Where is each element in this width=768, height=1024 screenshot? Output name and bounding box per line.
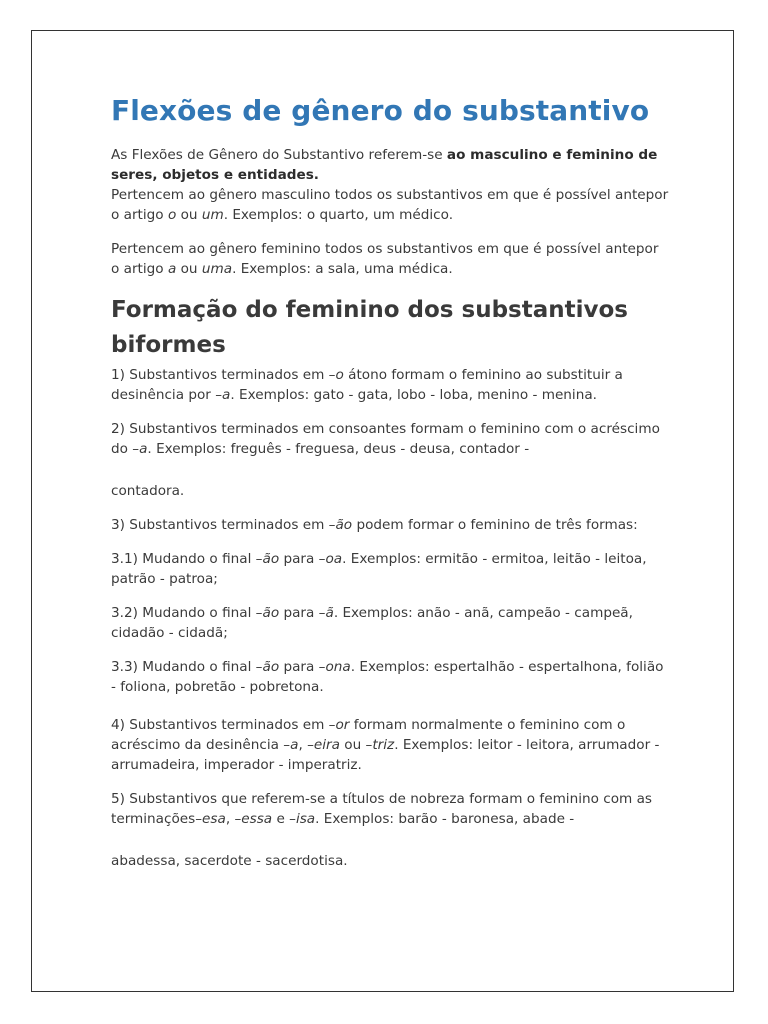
rule-2-continuation: contadora. xyxy=(111,483,185,499)
text: , – xyxy=(298,737,314,753)
text: para – xyxy=(279,551,326,567)
rule-3 xyxy=(111,515,671,535)
text: 4) Substantivos terminados em – xyxy=(111,717,336,733)
rule-3-3 xyxy=(111,657,671,697)
text: . Exemplos: freguês - freguesa, deus - deusa, contador - xyxy=(147,441,530,457)
intro-paragraph-masculine xyxy=(111,185,671,225)
italic-text: triz xyxy=(372,737,395,753)
italic-text: ona xyxy=(325,659,351,675)
italic-text: o xyxy=(167,207,177,223)
text: 5) Substantivos que referem-se a títulos de nobreza formam o feminino com as terminações– xyxy=(111,791,652,827)
italic-text: ão xyxy=(262,551,280,567)
italic-text: ão xyxy=(262,605,280,621)
italic-text: ão xyxy=(335,517,353,533)
italic-text: o xyxy=(335,367,344,383)
document-content xyxy=(111,87,671,885)
text: para – xyxy=(279,605,326,621)
intro-paragraph-feminine xyxy=(111,239,671,279)
rule-3-2 xyxy=(111,603,671,643)
text: ou xyxy=(176,261,202,277)
text: 3) Substantivos terminados em – xyxy=(111,517,336,533)
italic-text: or xyxy=(335,717,350,733)
bold-text: ao masculino e feminino de seres, objetos e entidades. xyxy=(111,147,658,183)
italic-text: a xyxy=(222,387,231,403)
italic-text: isa xyxy=(295,811,316,827)
italic-text: um xyxy=(201,207,224,223)
text: 2) Substantivos terminados em consoantes formam o feminino com o acréscimo do – xyxy=(111,421,660,457)
rule-5 xyxy=(111,789,671,829)
text: . Exemplos: a sala, uma médica. xyxy=(232,261,453,277)
text: 1) Substantivos terminados em – xyxy=(111,367,336,383)
page-title: Flexões de gênero do substantivo xyxy=(111,94,650,127)
text: . Exemplos: o quarto, um médico. xyxy=(223,207,454,223)
text: . Exemplos: ermitão - ermitoa, leitão - leitoa, patrão - patroa; xyxy=(111,551,647,587)
text: Pertencem ao gênero masculino todos os substantivos em que é possível antepor o artigo xyxy=(111,187,669,223)
text: 3.3) Mudando o final – xyxy=(111,659,263,675)
italic-text: uma xyxy=(201,261,233,277)
rule-1 xyxy=(111,365,671,405)
rule-4 xyxy=(111,715,671,775)
text: ou – xyxy=(339,737,373,753)
rule-2 xyxy=(111,419,671,459)
italic-text: essa xyxy=(241,811,273,827)
text: . Exemplos: leitor - leitora, arrumador - arrumadeira, imperador - imperatriz. xyxy=(111,737,660,773)
italic-text: a xyxy=(139,441,148,457)
italic-text: ão xyxy=(262,659,280,675)
text: ou xyxy=(176,207,202,223)
text: 3.1) Mudando o final – xyxy=(111,551,263,567)
text: átono formam o feminino ao substituir a desinência por – xyxy=(111,367,623,403)
text: . Exemplos: espertalhão - espertalhona, folião - foliona, pobretão - pobretona. xyxy=(111,659,664,695)
italic-text: a xyxy=(167,261,177,277)
italic-text: oa xyxy=(325,551,343,567)
text: , – xyxy=(225,811,242,827)
rule-3-1 xyxy=(111,549,671,589)
text: podem formar o feminino de três formas: xyxy=(352,517,638,533)
intro-paragraph-definition xyxy=(111,145,671,185)
text: . Exemplos: gato - gata, lobo - loba, menino - menina. xyxy=(230,387,597,403)
text: . Exemplos: anão - anã, campeão - campeã, cidadão - cidadã; xyxy=(111,605,633,641)
rule-5-continuation: abadessa, sacerdote - sacerdotisa. xyxy=(111,853,348,869)
italic-text: esa xyxy=(202,811,226,827)
section-title: Formação do feminino dos substantivos biformes xyxy=(111,297,628,358)
text: . Exemplos: barão - baronesa, abade - xyxy=(315,811,575,827)
italic-text: ã xyxy=(325,605,334,621)
italic-text: a xyxy=(290,737,299,753)
text: Pertencem ao gênero feminino todos os substantivos em que é possível antepor o artigo xyxy=(111,241,659,277)
italic-text: eira xyxy=(313,737,340,753)
text: formam normalmente o feminino com o acréscimo da desinência – xyxy=(111,717,626,753)
text: e – xyxy=(272,811,296,827)
text: 3.2) Mudando o final – xyxy=(111,605,263,621)
text: para – xyxy=(279,659,326,675)
document-page xyxy=(31,30,734,992)
text: As Flexões de Gênero do Substantivo referem-se xyxy=(111,147,447,163)
